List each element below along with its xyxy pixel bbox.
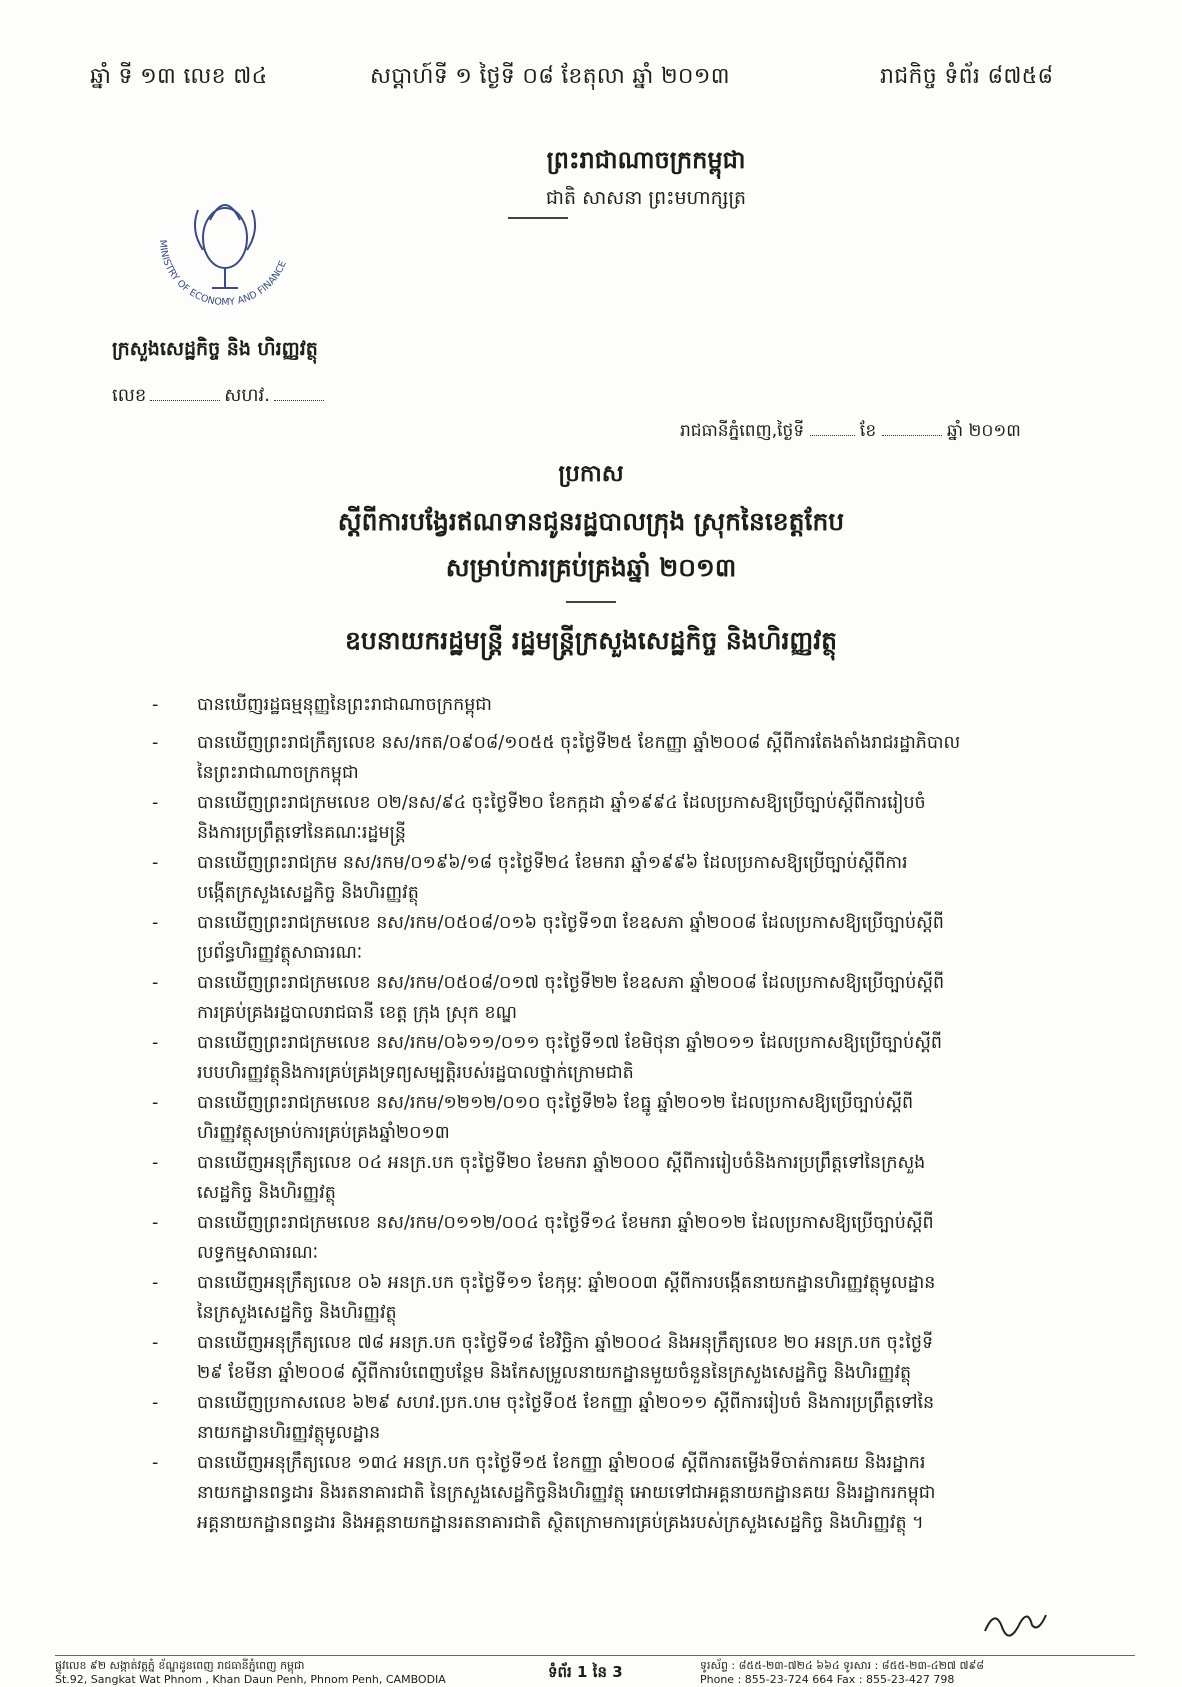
legal-basis-list [152,690,1062,1538]
ministry-name: ក្រសួងសេដ្ឋកិច្ច និង ហិរញ្ញវត្ថុ [112,338,318,360]
list-item: - បានឃើញព្រះរាជក្រឹត្យលេខ នស/រកត/០៩០៨/១០៥៥ ចុះថ្ងៃទី២៥ ខែកញ្ញា ឆ្នាំ២០០៨ ស្តីពីការតែងតាំងរាជរដ្ឋាភិបាល នៃព្រះរាជាណាចក្រកម្ពុជា [152,728,1062,788]
ref-suffix: សហវ. [224,385,270,406]
subject-line-2: សម្រាប់ការគ្រប់គ្រងឆ្នាំ ២០១៣ [445,553,737,582]
list-item: - បានឃើញព្រះរាជក្រម នស/រកម/០១៩៦/១៨ ចុះថ្ងៃទី២៤ ខែមករា ឆ្នាំ១៩៩៦ ដែលប្រកាសឱ្យប្រើច្បាប់ស្តីពីការ បង្កើតក្រសួងសេដ្ឋកិច្ច និងហិរញ្ញវត្ថុ [152,848,1062,908]
ornament-divider [508,217,568,219]
list-item: - បានឃើញអនុក្រឹត្យលេខ ៧៨ អនក្រ.បក ចុះថ្ងៃទី១៨ ខែវិច្ឆិកា ឆ្នាំ២០០៤ និងអនុក្រឹត្យលេខ ២០ អនក្រ.បក ចុះថ្ងៃទី ២៩ ខែមីនា ឆ្នាំ២០០៨ ស្តីពីការបំពេញបន្ថែម និងកែសម្រួលនាយកដ្ឋានមួយចំនួននៃក្រសួងសេដ្ឋកិច្ច និងហិរញ្ញវត្ថុ [152,1328,1062,1388]
issue-date [680,420,1021,445]
list-item: - បានឃើញអនុក្រឹត្យលេខ ១៣៤ អនក្រ.បក ចុះថ្ងៃទី១៥ ខែកញ្ញា ឆ្នាំ២០០៨ ស្តីពីការតម្លើងទីចាត់ការគយ និងរដ្ឋាករ នាយកដ្ឋានពន្ធដារ និងរតនាគារជាតិ នៃក្រសួងសេដ្ឋកិច្ចនិងហិរញ្ញវត្ថុ អោយទៅជាអគ្គនាយកដ្ឋានគយ និងរដ្ឋាករកម្ពុជា អគ្គនាយកដ្ឋានពន្ធដារ និងអគ្គនាយកដ្ឋានរតនាគារជាតិ ស្ថិតក្រោមការគ្រប់គ្រងរបស់ក្រសួងសេដ្ឋកិច្ច និងហិរញ្ញវត្ថុ ។ [152,1448,1062,1538]
list-item: - បានឃើញព្រះរាជក្រមលេខ នស/រកម/០៥០៨/០១៧ ចុះថ្ងៃទី២២ ខែឧសភា ឆ្នាំ២០០៨ ដែលប្រកាសឱ្យប្រើច្បាប់ស្តីពី ការគ្រប់គ្រងរដ្ឋបាលរាជធានី ខេត្ត ក្រុង ស្រុក ខណ្ឌ [152,968,1062,1028]
date-month-label: ខែ [859,421,877,441]
date-year: ឆ្នាំ ២០១៣ [946,421,1021,441]
ornament-divider [566,601,616,603]
ref-prefix: លេខ [112,385,147,406]
footer-contacts: ទូរស័ព្ទ : ៨៥៥-២៣-៧២៤ ៦៦៤ ទូរសារ : ៨៥៥-២៣-៤២៧ ៧៩៨ Phone : 855-23-724 664 Fax : 855-23-427 798 [700,1659,985,1686]
list-item: - បានឃើញអនុក្រឹត្យលេខ ០៤ អនក្រ.បក ចុះថ្ងៃទី២០ ខែមករា ឆ្នាំ២០០០ ស្តីពីការរៀបចំនិងការប្រព្រឹត្តទៅនៃក្រសួង សេដ្ឋកិច្ច និងហិរញ្ញវត្ថុ [152,1148,1062,1208]
reference-number [112,383,328,410]
gazette-week-date: សប្តាហ៍ទី ១ ថ្ងៃទី ០៨ ខែតុលា ឆ្នាំ ២០១៣ [370,64,730,89]
list-item: - បានឃើញអនុក្រឹត្យលេខ ០៦ អនក្រ.បក ចុះថ្ងៃទី១១ ខែកុម្ភៈ ឆ្នាំ២០០៣ ស្តីពីការបង្កើតនាយកដ្ឋានហិរញ្ញវត្ថុមូលដ្ឋាន នៃក្រសួងសេដ្ឋកិច្ច និងហិរញ្ញវត្ថុ [152,1268,1062,1328]
gazette-page: រាជកិច្ច ទំព័រ ៨៧៥៨ [880,64,1054,89]
gazette-year-issue: ឆ្នាំ ទី ១៣ លេខ ៧៤ [90,64,268,89]
list-item: - បានឃើញព្រះរាជក្រមលេខ ០២/នស/៩៤ ចុះថ្ងៃទី២០ ខែកក្កដា ឆ្នាំ១៩៩៤ ដែលប្រកាសឱ្យប្រើច្បាប់ស្តីពីការរៀបចំ និងការប្រព្រឹត្តទៅនៃគណៈរដ្ឋមន្ត្រី [152,788,1062,848]
seal-text: MINISTRY OF ECONOMY AND FINANCE [156,239,289,309]
date-prefix: រាជធានីភ្នំពេញ,ថ្ងៃទី [680,421,805,441]
list-item: - បានឃើញព្រះរាជក្រមលេខ នស/រកម/០១១២/០០៤ ចុះថ្ងៃទី១៤ ខែមករា ឆ្នាំ២០១២ ដែលប្រកាសឱ្យប្រើច្បាប់ស្តីពី លទ្ធកម្មសាធារណៈ [152,1208,1062,1268]
page-number: ទំព័រ 1 នៃ 3 [548,1663,623,1681]
list-item: - បានឃើញព្រះរាជក្រមលេខ នស/រកម/០៥០៨/០១៦ ចុះថ្ងៃទី១៣ ខែឧសភា ឆ្នាំ២០០៨ ដែលប្រកាសឱ្យប្រើច្បាប់ស្តីពី ប្រព័ន្ធហិរញ្ញវត្ថុសាធារណៈ [152,908,1062,968]
list-item: - បានឃើញប្រកាសលេខ ៦២៩ សហវ.ប្រក.ហម ចុះថ្ងៃទី០៥ ខែកញ្ញា ឆ្នាំ២០១១ ស្តីពីការរៀបចំ និងការប្រព្រឹត្តទៅនៃ នាយកដ្ឋានហិរញ្ញវត្ថុមូលដ្ឋាន [152,1388,1062,1448]
issuing-authority: ឧបនាយករដ្ឋមន្ត្រី រដ្ឋមន្ត្រីក្រសួងសេដ្ឋកិច្ច និងហិរញ្ញវត្ថុ [344,626,838,655]
list-item: - បានឃើញព្រះរាជក្រមលេខ នស/រកម/១២១២/០១០ ចុះថ្ងៃទី២៦ ខែធ្នូ ឆ្នាំ២០១២ ដែលប្រកាសឱ្យប្រើច្បាប់ស្តីពី ហិរញ្ញវត្ថុសម្រាប់ការគ្រប់គ្រងឆ្នាំ២០១៣ [152,1088,1062,1148]
list-item: - បានឃើញព្រះរាជក្រមលេខ នស/រកម/០៦១១/០១១ ចុះថ្ងៃទី១៧ ខែមិថុនា ឆ្នាំ២០១១ ដែលប្រកាសឱ្យប្រើច្បាប់ស្តីពី របបហិរញ្ញវត្ថុនិងការគ្រប់គ្រងទ្រព្យសម្បត្តិរបស់រដ្ឋបាលថ្នាក់ក្រោមជាតិ [152,1028,1062,1088]
footer-divider [55,1655,1135,1656]
national-motto: ជាតិ សាសនា ព្រះមហាក្សត្រ [545,187,747,209]
kingdom-name: ព្រះរាជាណាចក្រកម្ពុជា [546,146,746,174]
list-item: - បានឃើញរដ្ឋធម្មនុញ្ញនៃព្រះរាជាណាចក្រកម្ពុជា [152,690,1062,728]
document-type: ប្រកាស [558,461,624,487]
svg-text:MINISTRY OF ECONOMY AND FINANC [157,239,289,308]
subject-line-1: ស្តីពីការបង្វែរឥណទានជូនរដ្ឋបាលក្រុង ស្រុកនៃខេត្តកែប [337,507,845,536]
initials-signature-icon [980,1603,1050,1639]
footer-address: ផ្លូវលេខ ៩២ សង្កាត់វត្តភ្នំ ខ័ណ្ឌដូនពេញ រាជធានីភ្នំពេញ កម្ពុជា St.92, Sangkat Wat Phnom , Khan Daun Penh, Phnom Penh, CAMBODIA [55,1659,446,1686]
